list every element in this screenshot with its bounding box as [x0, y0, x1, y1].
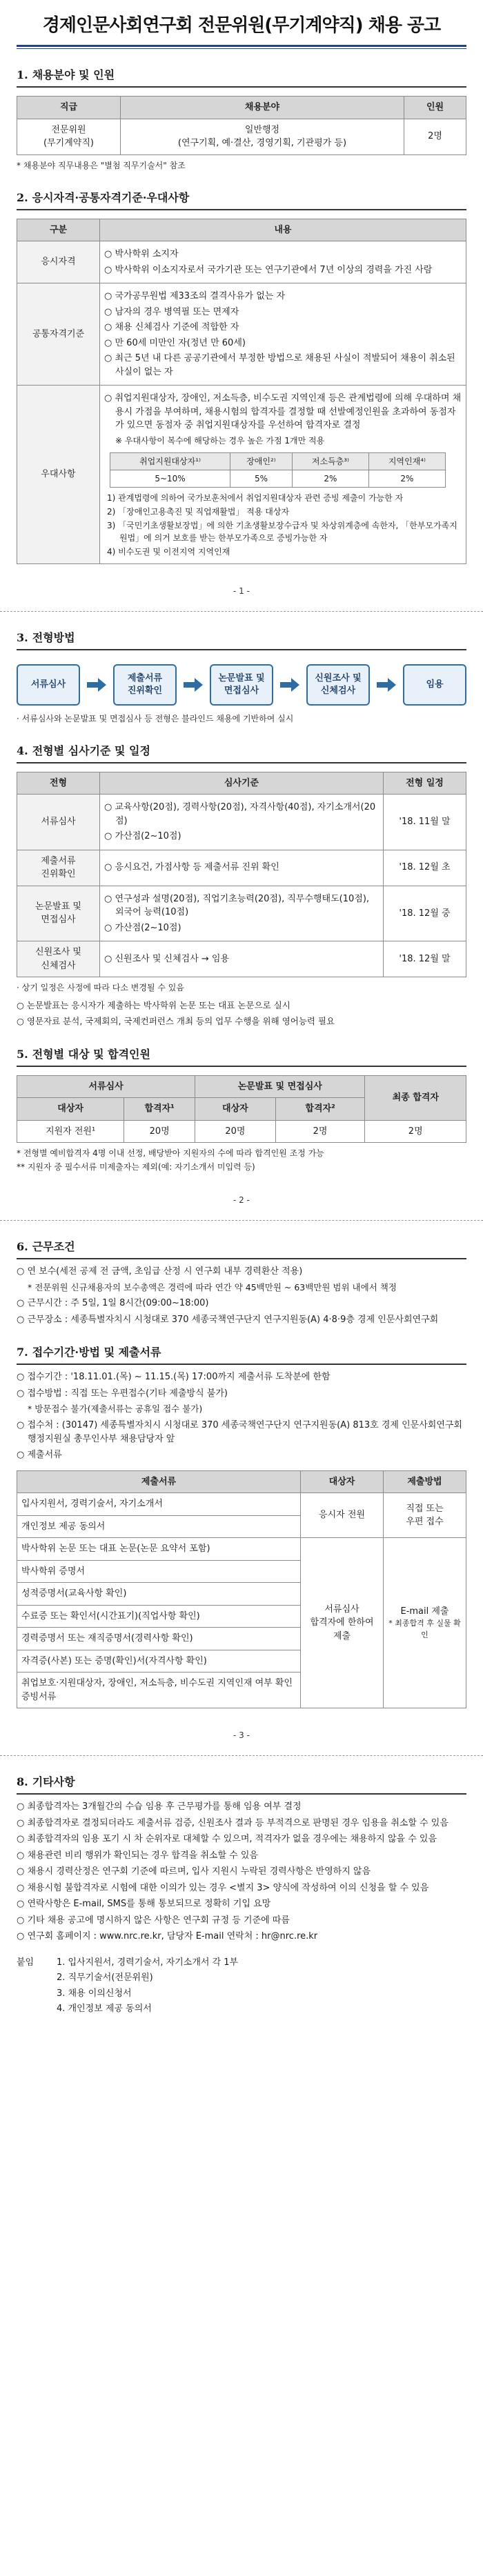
table-row	[17, 1538, 466, 1561]
pref-val: 5%	[230, 470, 293, 487]
section-7-heading	[17, 1344, 466, 1365]
val-cell: 지원자 전원¹	[17, 1120, 124, 1143]
pass-count-table	[17, 1075, 466, 1144]
doc-target: 응시자 전원	[301, 1493, 384, 1538]
preference-sub: ※ 우대사항이 복수에 해당하는 경우 높은 가점 1개만 적용	[115, 435, 325, 446]
col-stage: 전형	[17, 772, 100, 795]
row-preference-content	[100, 386, 466, 564]
misc-item: ○ 연락사항은 E-mail, SMS를 통해 통보되므로 정확히 기입 요망	[17, 1897, 466, 1911]
row-preference-label: 우대사항	[17, 386, 100, 564]
misc-item: ○ 채용시 경력산정은 연구회 기준에 따르며, 입사 지원시 누락된 경력사항은 반영하지 않음	[17, 1865, 466, 1879]
section-5-heading	[17, 1046, 466, 1067]
section-5-note: * 전형별 예비합격자 4명 이내 선정, 배당받아 지원자의 수에 따라 합격인원 조정 가능	[17, 1148, 324, 1158]
val-cell: 2명	[365, 1120, 466, 1143]
work-condition-item: ○ 근무시간 : 주 5일, 1일 8시간(09:00~18:00)	[17, 1297, 466, 1310]
section-8-number: 8.	[17, 1775, 28, 1788]
attachments	[17, 1956, 466, 2016]
section-4-title: 전형별 심사기준 및 일정	[32, 743, 150, 757]
doc-method-note: * 최종합격 후 실물 확인	[388, 1619, 461, 1639]
col-field: 채용분야	[121, 97, 404, 119]
section-8-title: 기타사항	[32, 1775, 75, 1788]
col-method: 제출방법	[384, 1470, 466, 1493]
sub-col: 대상자	[17, 1098, 124, 1121]
section-4-heading	[17, 743, 466, 763]
group-document: 서류심사	[17, 1075, 195, 1098]
col-document: 제출서류	[17, 1470, 301, 1493]
sub-col: 합격자²	[275, 1098, 365, 1121]
positions-table	[17, 96, 466, 155]
flow-step-appointment: 임용	[403, 664, 466, 706]
misc-item: ○ 연구회 홈페이지 : www.nrc.re.kr, 담당자 E-mail 연락처 : hr@nrc.re.kr	[17, 1930, 466, 1944]
section-8-heading	[17, 1774, 466, 1795]
section-1-title: 채용분야 및 인원	[32, 68, 115, 81]
section-1-number: 1.	[17, 68, 28, 81]
section-4-extra: ○ 영문자료 분석, 국제회의, 국제컨퍼런스 개최 등의 업무 수행을 위해 영어능력 필요	[17, 1015, 466, 1028]
cell-count: 2명	[404, 119, 466, 154]
section-1-heading	[17, 67, 466, 88]
section-2-heading	[17, 190, 466, 210]
title-rule	[17, 45, 466, 47]
attach-item: 1. 입사지원서, 경력기술서, 자기소개서 각 1부	[57, 1957, 239, 1968]
misc-item: ○ 최종합격자로 결정되더라도 제출서류 검증, 신원조사 결과 등 부적격으로 판명된 경우 임용을 취소할 수 있음	[17, 1817, 466, 1830]
process-flow	[17, 664, 466, 706]
doc-name: 수료증 또는 확인서(시간표기)(직업사항 확인)	[17, 1605, 301, 1628]
flow-step-interview: 논문발표 및 면접심사	[210, 664, 273, 706]
stage-criteria	[100, 850, 384, 886]
page-separator	[0, 1220, 483, 1221]
table-row	[17, 1493, 466, 1516]
title-rule-thin	[17, 48, 466, 49]
application-item: ○ 접수기간 : '18.11.01.(목) ~ 11.15.(목) 17:00까지 제출서류 도착분에 한함	[17, 1370, 466, 1384]
col-content: 내용	[100, 219, 466, 241]
misc-item: ○ 채용시험 불합격자로 시험에 대한 이의가 있는 경우 <별지 3> 양식에 작성하여 이의 신청을 할 수 있음	[17, 1881, 466, 1895]
documents-table	[17, 1470, 466, 1709]
stage-date: '18. 12월 말	[384, 941, 466, 977]
pref-val: 5~10%	[110, 470, 230, 487]
doc-name: 입사지원서, 경력기술서, 자기소개서	[17, 1493, 301, 1516]
row-common-content	[100, 283, 466, 386]
pref-col: 취업지원대상자¹⁾	[110, 452, 230, 470]
preference-points-table	[110, 452, 446, 488]
section-5-note: ** 지원자 중 필수서류 미제출자는 제외(예: 자기소개서 미입력 등)	[17, 1162, 255, 1172]
preference-footnote: 2) 「장애인고용촉진 및 직업재활법」 적용 대상자	[107, 506, 290, 517]
stage-name: 신원조사 및 신체검사	[17, 941, 100, 977]
row-common-label: 공통자격기준	[17, 283, 100, 386]
flow-step-verify: 제출서류 진위확인	[113, 664, 177, 706]
arrow-right-icon	[279, 677, 300, 692]
section-2-number: 2.	[17, 190, 28, 204]
arrow-right-icon	[86, 677, 107, 692]
pref-col: 지역인재⁴⁾	[368, 452, 445, 470]
section-3-title: 전형방법	[32, 630, 75, 644]
sub-col: 합격자¹	[124, 1098, 195, 1121]
section-5-number: 5.	[17, 1047, 28, 1061]
doc-name: 성적증명서(교육사항 확인)	[17, 1583, 301, 1606]
section-1-note: * 채용분야 직무내용은 "별첨 직무기술서" 참조	[17, 160, 186, 170]
table-row	[17, 886, 466, 941]
flow-step-document: 서류심사	[17, 664, 80, 706]
section-2-title: 응시자격·공통자격기준·우대사항	[32, 190, 190, 204]
application-item: ○ 접수처 : (30147) 세종특별자치시 시청대로 370 세종국책연구단지 연구지원동(A) 813호 경제 인문사회연구회 행정지원실 총무인사부 채용담당자 앞	[17, 1419, 466, 1446]
table-row	[17, 941, 466, 977]
val-cell: 2명	[275, 1120, 365, 1143]
page-title: 경제인문사회연구회 전문위원(무기계약직) 채용 공고	[42, 15, 441, 36]
criteria-item: ○ 가산점(2~10점)	[104, 830, 379, 843]
preference-footnote: 3) 「국민기초생활보장법」에 의한 기초생활보장수급자 및 차상위계층에 속한자, 「한부모가족지원법」에 의거 보호를 받는 한부모가족으로 증빙가능한 자	[107, 520, 457, 543]
doc-method: E-mail 제출	[400, 1606, 449, 1617]
col-category: 구분	[17, 219, 100, 241]
group-final: 최종 합격자	[365, 1075, 466, 1120]
misc-item: ○ 최종합격자는 3개월간의 수습 임용 후 근무평가를 통해 임용 여부 결정	[17, 1800, 466, 1814]
col-count: 인원	[404, 97, 466, 119]
stage-date: '18. 12월 중	[384, 886, 466, 941]
stage-criteria	[100, 886, 384, 941]
table-row	[17, 850, 466, 886]
stage-date: '18. 12월 초	[384, 850, 466, 886]
section-3-number: 3.	[17, 630, 28, 644]
page-separator	[0, 611, 483, 612]
criteria-item: ○ 응시요건, 가점사항 등 제출서류 진위 확인	[104, 861, 379, 875]
section-6-title: 근무조건	[32, 1240, 75, 1253]
criteria-item: ○ 신원조사 및 신체검사 → 임용	[104, 952, 379, 966]
preference-footnote: 1) 관계법령에 의하여 국가보훈처에서 취업지원대상자 관련 증빙 제출이 가능한 자	[107, 492, 404, 503]
common-item: ○ 만 60세 미만인 자(정년 만 60세)	[104, 337, 462, 350]
preference-main: ○ 취업지원대상자, 장애인, 저소득층, 비수도권 지역인재 등은 관계법령에 의해 우대하며 채용시 가점을 부여하며, 채용시험의 합격자를 결정할 때 선발예정인원을 초과하여 동점자가 있으면 동점자 중 취업지원대상자를 우선하여 합격자로 결정	[104, 392, 462, 432]
col-target: 대상자	[301, 1470, 384, 1493]
col-date: 전형 일정	[384, 772, 466, 795]
pref-col: 저소득층³⁾	[292, 452, 368, 470]
eligibility-item: ○ 박사학위 이소지자로서 국가기관 또는 연구기관에서 7년 이상의 경력을 가진 사람	[104, 263, 462, 277]
section-7-title: 접수기간·방법 및 제출서류	[32, 1346, 161, 1359]
doc-name: 경력증명서 또는 재직증명서(경력사항 확인)	[17, 1628, 301, 1650]
section-7-number: 7.	[17, 1346, 28, 1359]
doc-name: 자격증(사본) 또는 증명(확인)서(자격사항 확인)	[17, 1650, 301, 1673]
flow-step-background: 신원조사 및 신체검사	[306, 664, 370, 706]
common-item: ○ 남자의 경우 병역필 또는 면제자	[104, 306, 462, 319]
criteria-item: ○ 연구성과 설명(20점), 직업기초능력(20점), 직무수행태도(10점), 외국어 능력(10점)	[104, 892, 379, 919]
attach-item: 3. 채용 이의신청서	[57, 1988, 132, 1999]
doc-method: 직접 또는 우편 접수	[384, 1493, 466, 1538]
application-item: ○ 제출서류	[17, 1448, 466, 1462]
group-interview: 논문발표 및 면접심사	[195, 1075, 365, 1098]
attach-item: 2. 직무기술서(전문위원)	[57, 1973, 153, 1983]
stage-name: 논문발표 및 면접심사	[17, 886, 100, 941]
pref-val: 2%	[292, 470, 368, 487]
section-6-number: 6.	[17, 1240, 28, 1253]
page-number-1: - 1 -	[233, 586, 250, 596]
col-rank: 직급	[17, 97, 121, 119]
sub-col: 대상자	[195, 1098, 276, 1121]
pref-col: 장애인²⁾	[230, 452, 293, 470]
section-4-extra: ○ 논문발표는 응시자가 제출하는 박사학위 논문 또는 대표 논문으로 실시	[17, 999, 466, 1012]
stage-criteria	[100, 795, 384, 850]
title-block	[17, 0, 466, 49]
eligibility-item: ○ 박사학위 소지자	[104, 248, 462, 261]
section-6-heading	[17, 1239, 466, 1259]
val-cell: 20명	[124, 1120, 195, 1143]
work-condition-subitem: * 전문위원 신규채용자의 보수총액은 경력에 따라 연간 약 45백만원 ~ 63백만원 범위 내에서 책정	[17, 1281, 466, 1295]
table-row	[17, 795, 466, 850]
doc-method-cell	[384, 1538, 466, 1708]
doc-name: 박사학위 증명서	[17, 1560, 301, 1583]
page-number-3: - 3 -	[233, 1730, 250, 1740]
section-4-note: · 상기 일정은 사정에 따라 다소 변경될 수 있음	[17, 983, 184, 992]
qualification-table	[17, 219, 466, 564]
schedule-table	[17, 772, 466, 978]
cell-field: 일반행정 (연구기획, 예·결산, 경영기획, 기관평가 등)	[121, 119, 404, 154]
criteria-item: ○ 가산점(2~10점)	[104, 921, 379, 935]
doc-name: 취업보호·지원대상자, 장애인, 저소득층, 비수도권 지역인재 여부 확인 증빙서류	[17, 1673, 301, 1708]
doc-target: 서류심사 합격자에 한하여 제출	[301, 1538, 384, 1708]
doc-name: 박사학위 논문 또는 대표 논문(논문 요약서 포함)	[17, 1538, 301, 1561]
arrow-right-icon	[183, 677, 204, 692]
stage-date: '18. 11월 말	[384, 795, 466, 850]
work-condition-item: ○ 근무장소 : 세종특별자치시 시청대로 370 세종국책연구단지 연구지원동(A) 4·8·9층 경제 인문사회연구회	[17, 1313, 466, 1327]
stage-name: 제출서류 진위확인	[17, 850, 100, 886]
section-3-heading	[17, 630, 466, 650]
pref-val: 2%	[368, 470, 445, 487]
section-5-title: 전형별 대상 및 합격인원	[32, 1047, 150, 1061]
criteria-item: ○ 교육사항(20점), 경력사항(20점), 자격사항(40점), 자기소개서(20점)	[104, 801, 379, 828]
page-separator	[0, 1755, 483, 1756]
application-subitem: * 방문접수 불가(제출서류는 공휴일 접수 불가)	[17, 1403, 466, 1416]
misc-item: ○ 채용관련 비리 행위가 확인되는 경우 합격을 취소할 수 있음	[17, 1849, 466, 1863]
common-item: ○ 채용 신체검사 기준에 적합한 자	[104, 321, 462, 335]
doc-name: 개인정보 제공 동의서	[17, 1515, 301, 1538]
common-item: ○ 국가공무원법 제33조의 결격사유가 없는 자	[104, 290, 462, 303]
arrow-right-icon	[376, 677, 397, 692]
common-item: ○ 최근 5년 내 다른 공공기관에서 부정한 방법으로 채용된 사실이 적발되어 채용이 취소된 사실이 없는 자	[104, 352, 462, 379]
work-condition-item: ○ 연 보수(세전 공제 전 금액, 초임급 산정 시 연구회 내부 경력환산 적용)	[17, 1265, 466, 1279]
cell-rank: 전문위원 (무기계약직)	[17, 119, 121, 154]
stage-name: 서류심사	[17, 795, 100, 850]
section-3-note: · 서류심사와 논문발표 및 면접심사 등 전형은 블라인드 채용에 기반하여 실시	[17, 713, 294, 723]
col-criteria: 심사기준	[100, 772, 384, 795]
attach-item: 4. 개인정보 제공 동의서	[57, 2004, 152, 2014]
application-item: ○ 접수방법 : 직접 또는 우편접수(기타 제출방식 불가)	[17, 1387, 466, 1401]
row-eligibility-label: 응시자격	[17, 241, 100, 283]
row-eligibility-content	[100, 241, 466, 283]
preference-footnote: 4) 비수도권 및 이전지역 지역인재	[107, 546, 230, 557]
section-4-number: 4.	[17, 743, 28, 757]
page-number-2: - 2 -	[233, 1195, 250, 1205]
misc-item: ○ 기타 채용 공고에 명시하지 않은 사항은 연구회 규정 등 기준에 따름	[17, 1914, 466, 1928]
stage-criteria	[100, 941, 384, 977]
attach-label: 붙임	[17, 1957, 34, 1968]
misc-item: ○ 최종합격자의 임용 포기 시 차 순위자로 대체할 수 있으며, 적격자가 없을 경우에는 채용하지 않을 수 있음	[17, 1833, 466, 1846]
val-cell: 20명	[195, 1120, 276, 1143]
